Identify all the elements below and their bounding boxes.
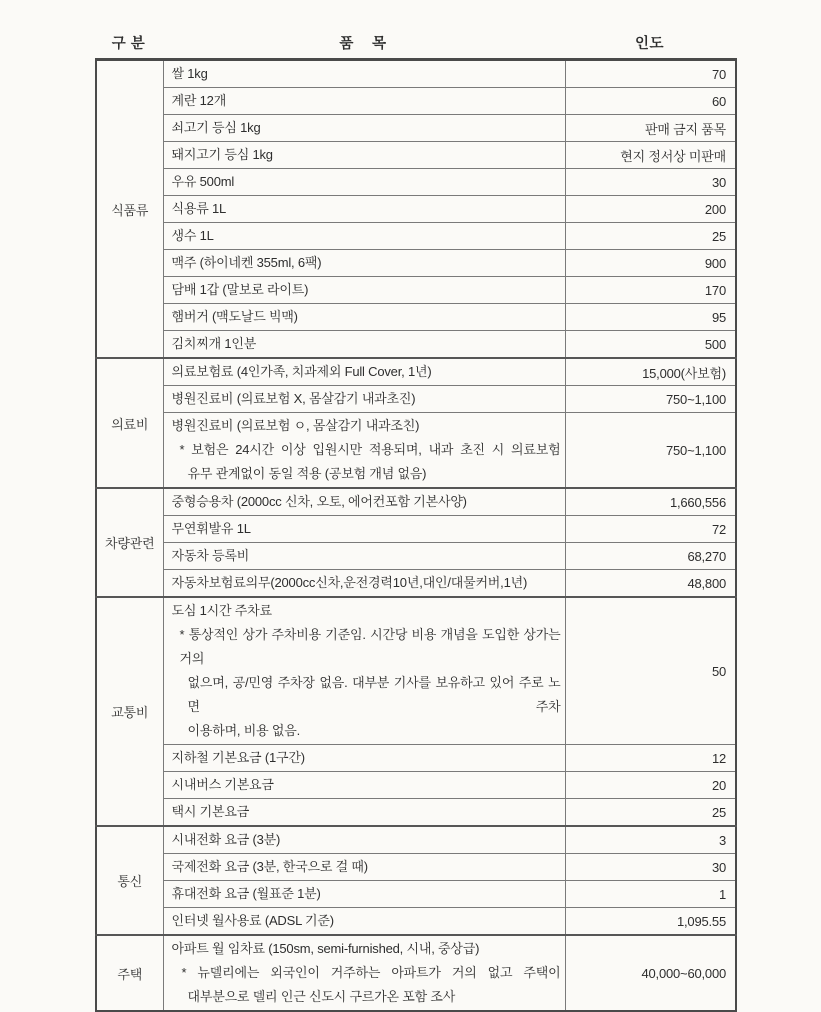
- column-header-item: 품 목: [339, 35, 387, 52]
- column-header-india: 인도: [634, 35, 664, 52]
- category-cell: 의료비: [96, 358, 163, 488]
- table-row: [96, 358, 736, 386]
- item-cell: [163, 277, 565, 304]
- india-value-cell: 200: [565, 196, 736, 223]
- india-value-cell: 1,660,556: [565, 488, 736, 516]
- item-text-line: * 통상적인 상가 주차비용 기준임. 시간당 비용 개념을 도입한 상가는 거의: [179, 627, 561, 666]
- item-text-line: 이용하며, 비용 없음.: [187, 723, 301, 738]
- item-text-line: 우유 500ml: [171, 174, 235, 189]
- item-cell: [163, 88, 565, 115]
- india-value-cell: 40,000~60,000: [565, 935, 736, 1011]
- table-row: [96, 854, 736, 881]
- table-row: [96, 488, 736, 516]
- table-row: [96, 543, 736, 570]
- item-text-line: 시내전화 요금 (3분): [171, 832, 281, 847]
- india-value-cell: 750~1,100: [565, 413, 736, 489]
- item-cell: [163, 935, 565, 1011]
- table-row: [96, 881, 736, 908]
- india-value-cell: 30: [565, 169, 736, 196]
- item-cell: [163, 772, 565, 799]
- item-text-line: 쌀 1kg: [171, 66, 208, 81]
- table-row: [96, 331, 736, 359]
- item-text-line: 택시 기본요금: [171, 804, 250, 819]
- table-row: [96, 142, 736, 169]
- item-cell: [163, 543, 565, 570]
- table-row: [96, 597, 736, 745]
- item-text-line: 돼지고기 등심 1kg: [171, 147, 273, 162]
- india-value-cell: 현지 정서상 미판매: [565, 142, 736, 169]
- table-row: [96, 169, 736, 196]
- item-text-line: 쇠고기 등심 1kg: [171, 120, 261, 135]
- india-value-cell: 900: [565, 250, 736, 277]
- table-row: [96, 250, 736, 277]
- category-cell: 주택: [96, 935, 163, 1011]
- item-cell: [163, 516, 565, 543]
- price-table: [95, 58, 737, 1012]
- india-value-cell: 60: [565, 88, 736, 115]
- table-row: [96, 772, 736, 799]
- item-text-line: 담배 1갑 (말보로 라이트): [171, 282, 309, 297]
- item-text-line: 대부분으로 델리 인근 신도시 구르가온 포함 조사: [187, 989, 456, 1004]
- category-cell: 식품류: [96, 60, 163, 359]
- table-row: [96, 88, 736, 115]
- item-cell: [163, 881, 565, 908]
- item-cell: [163, 223, 565, 250]
- india-value-cell: 25: [565, 799, 736, 827]
- item-text-line: 국제전화 요금 (3분, 한국으로 걸 때): [171, 859, 368, 874]
- table-row: [96, 516, 736, 543]
- india-value-cell: 12: [565, 745, 736, 772]
- table-row: [96, 413, 736, 489]
- table-row: [96, 60, 736, 88]
- item-text-line: * 뉴델리에는 외국인이 거주하는 아파트가 거의 없고 주택이: [181, 965, 561, 980]
- table-row: [96, 826, 736, 854]
- item-text-line: 자동차보험료의무(2000cc신차,운전경력10년,대인/대물커버,1년): [171, 575, 528, 590]
- item-cell: [163, 488, 565, 516]
- item-cell: [163, 304, 565, 331]
- item-cell: [163, 115, 565, 142]
- item-cell: [163, 60, 565, 88]
- item-text-line: 아파트 월 임차료 (150sm, semi-furnished, 시내, 중상급): [171, 941, 480, 956]
- india-value-cell: 170: [565, 277, 736, 304]
- india-value-cell: 30: [565, 854, 736, 881]
- table-header-row: [95, 26, 735, 58]
- item-text-line: 시내버스 기본요금: [171, 777, 274, 792]
- table-row: [96, 196, 736, 223]
- item-text-line: 병원진료비 (의료보험 X, 몸살감기 내과초진): [171, 391, 416, 406]
- category-cell: 교통비: [96, 597, 163, 826]
- table-row: [96, 570, 736, 598]
- table-row: [96, 386, 736, 413]
- table-row: [96, 304, 736, 331]
- india-value-cell: 500: [565, 331, 736, 359]
- item-cell: [163, 799, 565, 827]
- table-row: [96, 223, 736, 250]
- item-cell: [163, 358, 565, 386]
- item-text-line: 햄버거 (맥도날드 빅맥): [171, 309, 298, 324]
- item-cell: [163, 386, 565, 413]
- item-text-line: 무연휘발유 1L: [171, 521, 251, 536]
- table-row: [96, 277, 736, 304]
- category-cell: 통신: [96, 826, 163, 935]
- item-cell: [163, 413, 565, 489]
- item-text-line: 식용류 1L: [171, 201, 227, 216]
- india-value-cell: 1: [565, 881, 736, 908]
- item-text-line: 없으며, 공/민영 주차장 없음. 대부분 기사를 보유하고 있어 주로 노면 주차: [187, 675, 561, 714]
- item-text-line: 의료보험료 (4인가족, 치과제외 Full Cover, 1년): [171, 364, 432, 379]
- item-cell: [163, 250, 565, 277]
- table-row: [96, 908, 736, 936]
- item-text-line: 맥주 (하이네켄 355ml, 6팩): [171, 255, 322, 270]
- india-value-cell: 750~1,100: [565, 386, 736, 413]
- india-value-cell: 68,270: [565, 543, 736, 570]
- item-cell: [163, 854, 565, 881]
- item-text-line: 계란 12개: [171, 93, 227, 108]
- item-text-line: 인터넷 월사용료 (ADSL 기준): [171, 913, 334, 928]
- table-row: [96, 115, 736, 142]
- india-value-cell: 20: [565, 772, 736, 799]
- document-page: [95, 26, 735, 1012]
- item-text-line: 유무 관계없이 동일 적용 (공보험 개념 없음): [187, 466, 427, 481]
- column-header-category: 구 분: [111, 35, 146, 52]
- item-cell: [163, 196, 565, 223]
- item-text-line: 생수 1L: [171, 228, 214, 243]
- item-text-line: 중형승용차 (2000cc 신차, 오토, 에어컨포함 기본사양): [171, 494, 467, 509]
- india-value-cell: 50: [565, 597, 736, 745]
- item-text-line: 휴대전화 요금 (월표준 1분): [171, 886, 321, 901]
- india-value-cell: 72: [565, 516, 736, 543]
- india-value-cell: 70: [565, 60, 736, 88]
- table-row: [96, 745, 736, 772]
- india-value-cell: 판매 금지 품목: [565, 115, 736, 142]
- india-value-cell: 95: [565, 304, 736, 331]
- item-text-line: 자동차 등록비: [171, 548, 250, 563]
- india-value-cell: 15,000(사보험): [565, 358, 736, 386]
- india-value-cell: 3: [565, 826, 736, 854]
- item-cell: [163, 908, 565, 936]
- item-cell: [163, 331, 565, 359]
- item-cell: [163, 826, 565, 854]
- item-text-line: * 보험은 24시간 이상 입원시만 적용되며, 내과 초진 시 의료보험: [179, 442, 561, 457]
- item-text-line: 김치찌개 1인분: [171, 336, 257, 351]
- category-cell: 차량관련: [96, 488, 163, 597]
- item-text-line: 지하철 기본요금 (1구간): [171, 750, 305, 765]
- item-cell: [163, 570, 565, 598]
- item-cell: [163, 142, 565, 169]
- item-cell: [163, 597, 565, 745]
- item-cell: [163, 169, 565, 196]
- table-row: [96, 799, 736, 827]
- item-text-line: 도심 1시간 주차료: [171, 603, 272, 618]
- india-value-cell: 48,800: [565, 570, 736, 598]
- india-value-cell: 1,095.55: [565, 908, 736, 936]
- item-cell: [163, 745, 565, 772]
- item-text-line: 병원진료비 (의료보험 ㅇ, 몸살감기 내과조친): [171, 418, 420, 433]
- table-row: [96, 935, 736, 1011]
- india-value-cell: 25: [565, 223, 736, 250]
